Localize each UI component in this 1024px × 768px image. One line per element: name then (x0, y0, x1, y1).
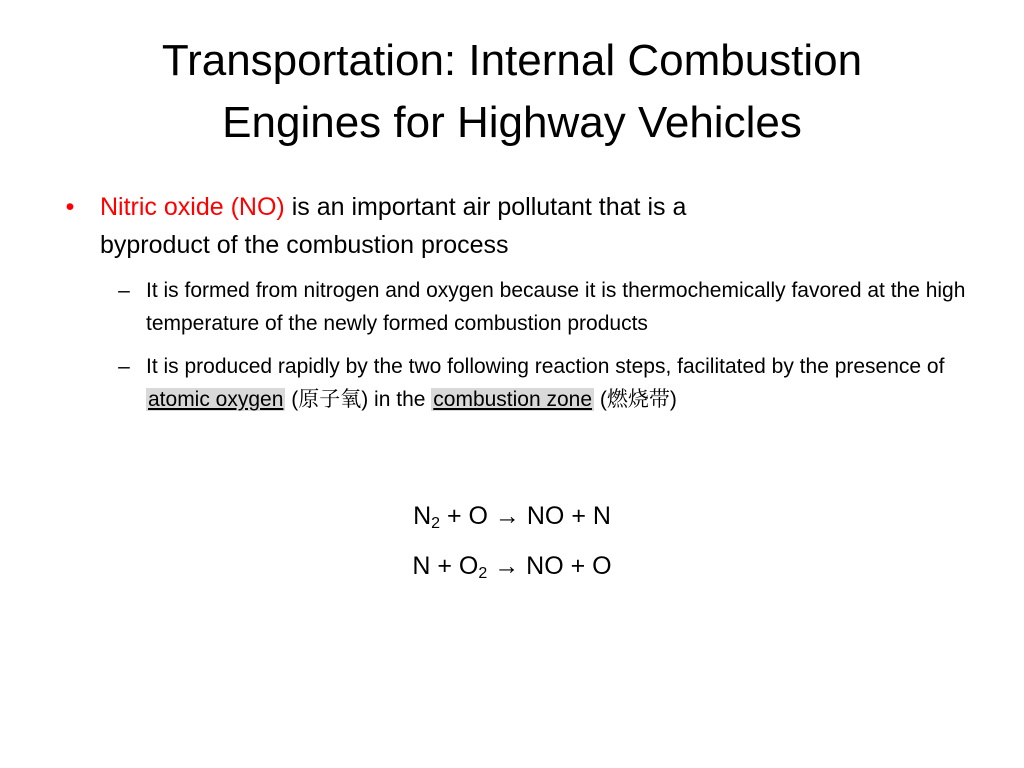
slide-body (60, 188, 970, 416)
sub-bullet-formation (60, 274, 970, 340)
sub-bullet-text-b: ) in the (361, 388, 432, 411)
combustion-zone-cjk: 燃烧带 (606, 387, 670, 411)
dash-marker: – (118, 279, 130, 302)
equation-2-rest: → NO + O (487, 552, 612, 580)
equation-1 (0, 498, 1024, 542)
title-line-2: Engines for Highway Vehicles (222, 98, 802, 147)
sub-bullet-text-a: It is produced rapidly by the two following reaction steps, facilitated by the presence of (146, 355, 945, 378)
equation-2-lhs: N + O (412, 552, 479, 580)
bullet-marker: • (65, 193, 75, 221)
equation-2-subscript: 2 (478, 565, 488, 582)
sub-bullet-text: It is formed from nitrogen and oxygen because it is thermochemically favored at the high temperature of the newly formed combustion products (146, 279, 966, 335)
bullet-item-nitric-oxide (60, 188, 970, 264)
atomic-oxygen-cjk: 原子氧 (298, 387, 362, 411)
equation-1-lhs: N (413, 502, 432, 530)
paren-open: ( (285, 388, 299, 411)
dash-marker: – (118, 355, 130, 378)
nitric-oxide-term: Nitric oxide (NO) (100, 193, 285, 221)
title-line-1: Transportation: Internal Combustion (161, 36, 863, 85)
atomic-oxygen-term: atomic oxygen (148, 388, 284, 411)
sub-bullet-reaction (60, 350, 970, 416)
bullet-text-line-1: is an important air pollutant that is a (284, 193, 687, 221)
bullet-text-line-2: byproduct of the combustion process (100, 231, 509, 259)
paren-open: ( (594, 388, 607, 411)
combustion-zone-term: combustion zone (433, 388, 593, 411)
equation-1-subscript: 2 (431, 515, 441, 532)
paren-close: ) (669, 388, 677, 411)
slide-title (60, 30, 964, 154)
equation-2 (0, 548, 1024, 592)
equation-1-rest: + O → NO + N (440, 502, 611, 530)
